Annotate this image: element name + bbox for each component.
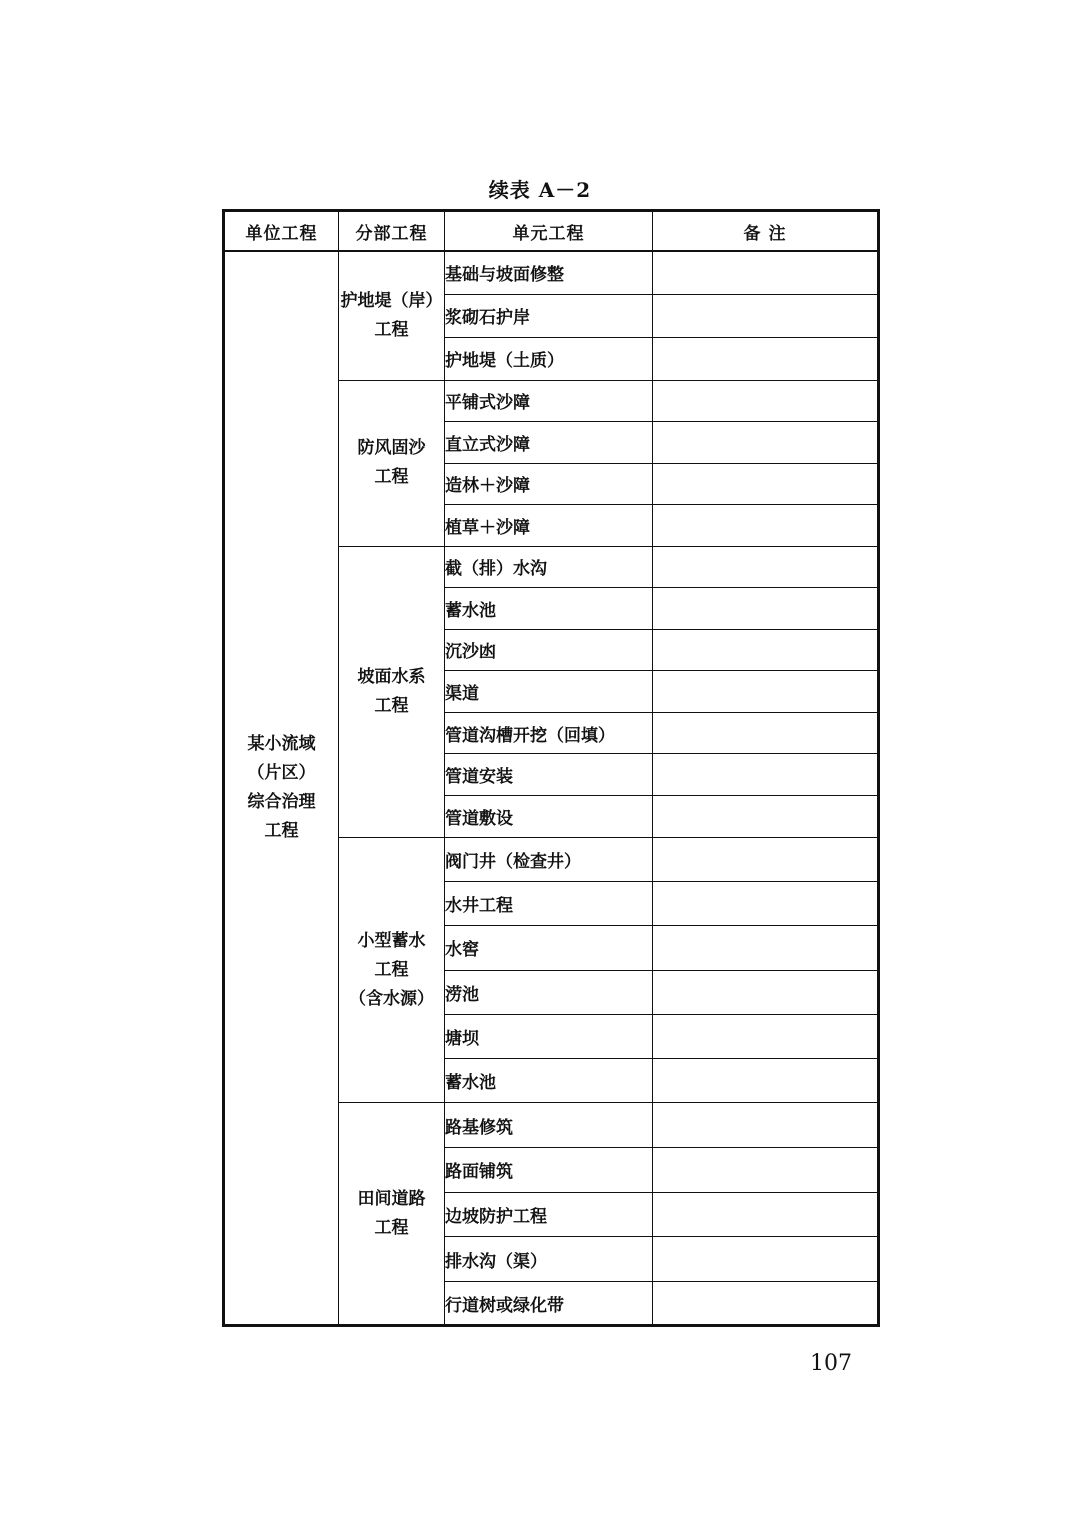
remarks-cell xyxy=(653,1014,879,1058)
element-project-cell: 植草＋沙障 xyxy=(445,505,653,547)
element-project-cell: 阀门井（检查井） xyxy=(445,837,653,881)
element-project-cell: 边坡防护工程 xyxy=(445,1192,653,1237)
sub-project-line: 工程 xyxy=(374,959,409,980)
sub-project-line: 坡面水系 xyxy=(357,666,426,687)
sub-project-line: 工程 xyxy=(374,695,409,716)
remarks-cell xyxy=(653,546,879,588)
table-caption: 续表 A－2 xyxy=(488,178,592,202)
remarks-cell xyxy=(653,970,879,1014)
remarks-cell xyxy=(653,505,879,547)
sub-project-line: 小型蓄水 xyxy=(357,930,426,951)
header-unit-project: 单位工程 xyxy=(224,211,339,252)
element-project-cell: 护地堤（土质） xyxy=(445,337,653,380)
unit-project-line: 工程 xyxy=(264,821,299,842)
sub-project-cell xyxy=(339,546,445,837)
sub-project-line: 护地堤（岸） xyxy=(340,290,443,311)
project-division-table xyxy=(222,209,880,1327)
remarks-cell xyxy=(653,422,879,464)
remarks-cell xyxy=(653,926,879,970)
element-project-cell: 平铺式沙障 xyxy=(445,380,653,422)
element-project-cell: 管道敷设 xyxy=(445,796,653,838)
element-project-cell: 渠道 xyxy=(445,671,653,713)
element-project-cell: 管道沟槽开挖（回填） xyxy=(445,712,653,754)
sub-project-cell xyxy=(339,837,445,1103)
element-project-cell: 管道安装 xyxy=(445,754,653,796)
remarks-cell xyxy=(653,1148,879,1193)
page-number: 107 xyxy=(810,1351,852,1376)
element-project-cell: 水井工程 xyxy=(445,881,653,925)
header-element-project: 单元工程 xyxy=(445,211,653,252)
remarks-cell xyxy=(653,629,879,671)
element-project-cell: 截（排）水沟 xyxy=(445,546,653,588)
element-project-cell: 基础与坡面修整 xyxy=(445,251,653,294)
remarks-cell xyxy=(653,463,879,505)
remarks-cell xyxy=(653,1103,879,1148)
remarks-cell xyxy=(653,754,879,796)
remarks-cell xyxy=(653,671,879,713)
element-project-cell: 路基修筑 xyxy=(445,1103,653,1148)
remarks-cell xyxy=(653,588,879,630)
sub-project-cell xyxy=(339,380,445,546)
header-sub-project: 分部工程 xyxy=(339,211,445,252)
header-remarks: 备 注 xyxy=(653,211,879,252)
element-project-cell: 水窖 xyxy=(445,926,653,970)
unit-project-cell xyxy=(224,251,339,1326)
element-project-cell: 塘坝 xyxy=(445,1014,653,1058)
remarks-cell xyxy=(653,881,879,925)
remarks-cell xyxy=(653,337,879,380)
remarks-cell xyxy=(653,294,879,337)
unit-project-line: 某小流域 xyxy=(247,734,316,755)
sub-project-line: 田间道路 xyxy=(357,1188,426,1209)
element-project-cell: 直立式沙障 xyxy=(445,422,653,464)
remarks-cell xyxy=(653,380,879,422)
remarks-cell xyxy=(653,1059,879,1103)
element-project-cell: 路面铺筑 xyxy=(445,1148,653,1193)
remarks-cell xyxy=(653,1237,879,1282)
element-project-cell: 排水沟（渠） xyxy=(445,1237,653,1282)
sub-project-line: 工程 xyxy=(374,467,409,487)
unit-project-line: （片区） xyxy=(247,763,316,784)
remarks-cell xyxy=(653,796,879,838)
sub-project-cell xyxy=(339,251,445,380)
sub-project-line: 工程 xyxy=(374,319,409,340)
element-project-cell: 涝池 xyxy=(445,970,653,1014)
element-project-cell: 蓄水池 xyxy=(445,588,653,630)
sub-project-cell xyxy=(339,1103,445,1326)
element-project-cell: 行道树或绿化带 xyxy=(445,1281,653,1326)
element-project-cell: 蓄水池 xyxy=(445,1059,653,1103)
header-row xyxy=(224,211,879,252)
sub-project-line: （含水源） xyxy=(349,988,434,1009)
remarks-cell xyxy=(653,837,879,881)
element-project-cell: 沉沙凼 xyxy=(445,629,653,671)
table-row xyxy=(224,251,879,294)
unit-project-line: 综合治理 xyxy=(247,792,316,813)
remarks-cell xyxy=(653,251,879,294)
remarks-cell xyxy=(653,1192,879,1237)
sub-project-line: 防风固沙 xyxy=(357,438,426,458)
element-project-cell: 造林＋沙障 xyxy=(445,463,653,505)
element-project-cell: 浆砌石护岸 xyxy=(445,294,653,337)
sub-project-line: 工程 xyxy=(374,1217,409,1238)
remarks-cell xyxy=(653,1281,879,1326)
remarks-cell xyxy=(653,712,879,754)
